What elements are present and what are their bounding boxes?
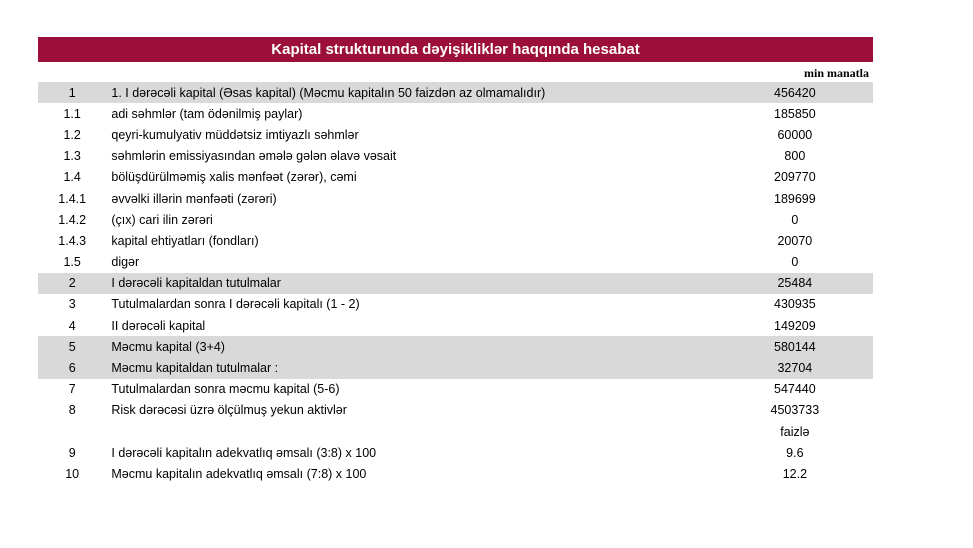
row-number: 1.4.2 — [58, 212, 87, 227]
table-row — [38, 103, 873, 124]
row-value: 60000 — [777, 127, 813, 142]
row-number: 8 — [68, 403, 76, 418]
row-value: 430935 — [774, 297, 816, 312]
table-row — [38, 463, 873, 484]
row-number: 6 — [68, 361, 76, 376]
row-value: 9.6 — [786, 445, 804, 460]
row-number: 5 — [68, 339, 76, 354]
row-value: 4503733 — [770, 403, 820, 418]
row-number: 9 — [68, 445, 76, 460]
table-row — [38, 379, 873, 400]
row-description: səhmlərin emissiyasından əmələ gələn əlavə vəsait — [111, 149, 397, 164]
table-row — [38, 442, 873, 463]
row-value: 0 — [791, 255, 799, 270]
row-value: 149209 — [774, 318, 816, 333]
row-description: I dərəcəli kapitalın adekvatlıq əmsalı (3:8) x 100 — [111, 445, 377, 460]
row-number: 1.4.1 — [58, 191, 87, 206]
row-description: Risk dərəcəsi üzrə ölçülmuş yekun aktivlər — [111, 403, 347, 418]
row-value: 456420 — [774, 85, 816, 100]
row-description: qeyri-kumulyativ müddətsiz imtiyazlı səhmlər — [111, 127, 359, 142]
row-number: 2 — [68, 276, 76, 291]
row-number: 1 — [68, 85, 76, 100]
row-description: digər — [111, 255, 140, 270]
row-description: Məcmu kapitaldan tutulmalar : — [111, 361, 279, 376]
unit-label: min manatla — [803, 66, 869, 80]
row-number: 10 — [65, 466, 80, 481]
table-row — [38, 124, 873, 145]
row-value: 32704 — [777, 361, 813, 376]
report-table — [38, 82, 873, 485]
table-row — [38, 188, 873, 209]
table-row — [38, 273, 873, 294]
row-value: 800 — [784, 149, 806, 164]
row-number: 7 — [68, 382, 76, 397]
row-description: Tutulmalardan sonra I dərəcəli kapitalı (1 - 2) — [111, 297, 360, 312]
row-value: 580144 — [774, 339, 816, 354]
row-number: 1.1 — [63, 106, 81, 121]
table-row — [38, 82, 873, 103]
row-value: 189699 — [774, 191, 816, 206]
table-row — [38, 336, 873, 357]
row-value: 209770 — [774, 170, 816, 185]
row-description: əvvəlki illərin mənfəəti (zərəri) — [111, 191, 277, 206]
row-description: Məcmu kapital (3+4) — [111, 339, 225, 354]
table-row — [38, 421, 873, 442]
row-value: 12.2 — [782, 466, 808, 481]
row-description: II dərəcəli kapital — [111, 318, 206, 333]
row-description: adi səhmlər (tam ödənilmiş paylar) — [111, 106, 303, 121]
row-description: bölüşdürülməmiş xalis mənfəət (zərər), cəmi — [111, 170, 357, 185]
row-number: 1.4 — [63, 170, 81, 185]
table-row — [38, 357, 873, 378]
row-number: 1.2 — [63, 127, 81, 142]
capital-report — [38, 37, 873, 485]
table-row — [38, 252, 873, 273]
table-row — [38, 209, 873, 230]
table-row — [38, 146, 873, 167]
row-number: 4 — [68, 318, 76, 333]
row-value: 25484 — [777, 276, 813, 291]
report-title: Kapital strukturunda dəyişikliklər haqqında hesabat — [38, 37, 873, 62]
table-row — [38, 315, 873, 336]
row-number: 1.4.3 — [58, 233, 87, 248]
row-description: (çıx) cari ilin zərəri — [111, 212, 213, 227]
row-number: 1.5 — [63, 255, 81, 270]
row-value: 185850 — [774, 106, 816, 121]
row-description: Tutulmalardan sonra məcmu kapital (5-6) — [111, 382, 340, 397]
table-row — [38, 400, 873, 421]
table-row — [38, 294, 873, 315]
row-number: 3 — [68, 297, 76, 312]
table-row — [38, 167, 873, 188]
row-value: 0 — [791, 212, 799, 227]
row-description: kapital ehtiyatları (fondları) — [111, 233, 259, 248]
table-row — [38, 230, 873, 251]
row-description: I dərəcəli kapitaldan tutulmalar — [111, 276, 281, 291]
row-value: faizlə — [780, 424, 810, 439]
row-value: 20070 — [777, 233, 813, 248]
row-description: 1. I dərəcəli kapital (Əsas kapital) (Məcmu kapitalın 50 faizdən az olmamalıdır) — [111, 85, 546, 100]
row-number: 1.3 — [63, 149, 81, 164]
row-description: Məcmu kapitalın adekvatlıq əmsalı (7:8) x 100 — [111, 466, 367, 481]
row-value: 547440 — [774, 382, 816, 397]
